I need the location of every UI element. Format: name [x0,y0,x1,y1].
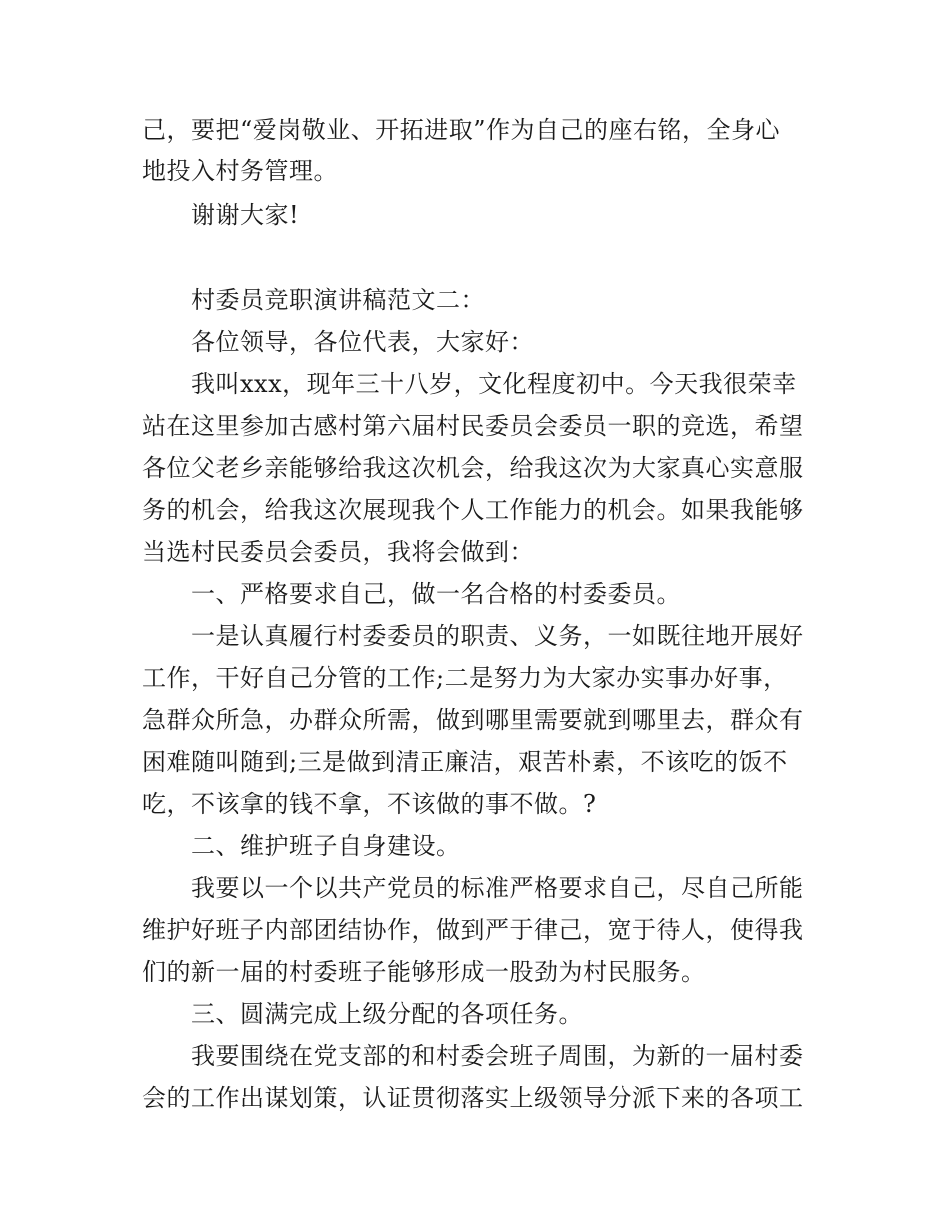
text-line: 会的工作出谋划策，认证贯彻落实上级领导分派下来的各项工 [142,1084,804,1112]
text-line: 急群众所急，办群众所需，做到哪里需要就到哪里去，群众有 [142,706,804,734]
text-line: 们的新一届的村委班子能够形成一股劲为村民服务。 [142,958,706,986]
greeting-line: 各位领导，各位代表，大家好： [191,328,534,356]
text-line: 维护好班子内部团结协作，做到严于律己，宽于待人，使得我 [142,916,804,944]
text-line: 务的机会，给我这次展现我个人工作能力的机会。如果我能够 [142,496,804,524]
text-line: 一是认真履行村委委员的职责、义务，一如既往地开展好 [191,622,804,650]
text-line: 工作，干好自己分管的工作;二是努力为大家办实事办好事， [142,664,788,692]
point-heading: 二、维护班子自身建设。 [191,832,461,860]
point-heading: 三、圆满完成上级分配的各项任务。 [191,1000,583,1028]
text-line: 我叫xxx，现年三十八岁，文化程度初中。今天我很荣幸 [191,370,797,398]
text-line: 我要以一个以共产党员的标准严格要求自己，尽自己所能 [191,874,804,902]
text-line: 吃，不该拿的钱不拿，不该做的事不做。? [142,790,597,818]
text-line: 谢谢大家! [191,201,300,229]
text-line: 困难随叫随到;三是做到清正廉洁，艰苦朴素，不该吃的饭不 [142,748,788,776]
text-line: 当选村民委员会委员，我将会做到： [142,538,534,566]
text-line: 站在这里参加古感村第六届村民委员会委员一职的竞选，希望 [142,412,804,440]
point-heading: 一、严格要求自己，做一名合格的村委委员。 [191,580,681,608]
text-line: 我要围绕在党支部的和村委会班子周围，为新的一届村委 [191,1042,804,1070]
section-heading: 村委员竞职演讲稿范文二： [191,286,485,314]
text-line: 己，要把“爱岗敬业、开拓进取”作为自己的座右铭，全身心 [142,116,781,144]
text-line: 地投入村务管理。 [142,157,338,185]
text-line: 各位父老乡亲能够给我这次机会，给我这次为大家真心实意服 [142,454,804,482]
